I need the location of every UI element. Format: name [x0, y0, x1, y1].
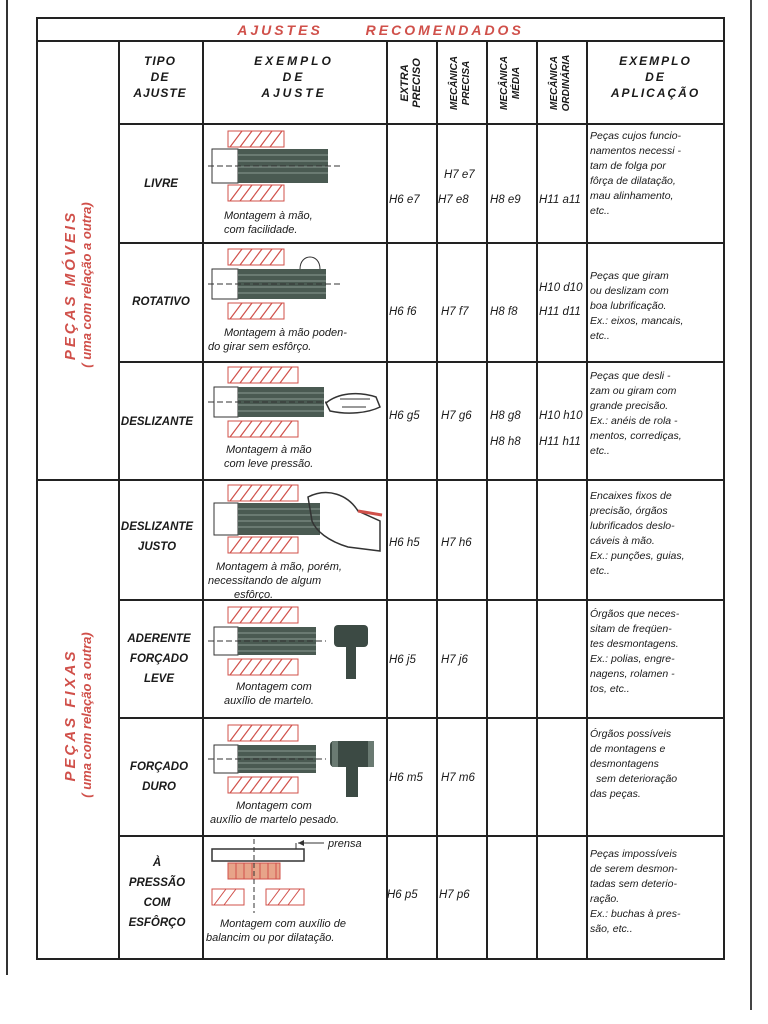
- fit-deslizante-ordinaria-1: H10 h10: [539, 410, 583, 422]
- label-prensa: prensa: [328, 838, 362, 850]
- tipo-deslizante-justo: DESLIZANTE JUSTO: [120, 521, 194, 553]
- fit-livre-precisa-2: H7 e8: [438, 194, 469, 206]
- header-mecanica-precisa: MECÂNICA PRECISA: [449, 56, 472, 110]
- aplicacao-livre: Peças cujos funcio- namentos necessi - tam de folga por fôrça de dilatação, mau alinhamento, etc..: [590, 130, 682, 217]
- fit-deslizante-justo-precisa: H7 h6: [441, 537, 472, 549]
- caption-rotativo: Montagem à mão poden- do girar sem esfôrço.: [208, 327, 347, 353]
- fit-a-pressao-extra: H6 p5: [387, 889, 418, 901]
- fit-a-pressao-precisa: H7 p6: [439, 889, 470, 901]
- illustration-rotativo: [208, 245, 378, 325]
- header-tipo: TIPO DE AJUSTE: [133, 54, 187, 100]
- col-line-exemplo: [386, 42, 388, 960]
- col-line-precisa: [486, 42, 488, 960]
- caption-livre: Montagem à mão, com facilidade.: [224, 210, 313, 236]
- fit-aderente-extra: H6 j5: [389, 654, 416, 666]
- col-line-extra: [436, 42, 438, 960]
- illustration-aderente: [208, 603, 386, 679]
- fit-forcado-duro-precisa: H7 m6: [441, 772, 475, 784]
- fit-rotativo-ordinaria-1: H10 d10: [539, 282, 583, 294]
- caption-aderente: Montagem com auxílio de martelo.: [224, 681, 314, 707]
- illustration-livre: [208, 127, 378, 207]
- fit-table: [36, 17, 725, 960]
- fit-deslizante-justo-extra: H6 h5: [389, 537, 420, 549]
- header-mecanica-ordinaria: MECÂNICA ORDINÁRIA: [549, 54, 572, 112]
- illustration-forcado-duro: [208, 721, 386, 797]
- header-aplicacao: EXEMPLO DE APLICAÇÃO: [610, 54, 701, 100]
- header-mecanica-media: MECÂNICA MÉDIA: [499, 56, 522, 110]
- caption-forcado-duro: Montagem com auxílio de martelo pesado.: [210, 800, 340, 826]
- tipo-livre: LIVRE: [144, 178, 178, 190]
- aplicacao-rotativo: Peças que giram ou deslizam com boa lubrificação. Ex.: eixos, mancais, etc..: [590, 270, 684, 342]
- fit-forcado-duro-extra: H6 m5: [389, 772, 423, 784]
- scan-edge-right: [750, 0, 752, 1010]
- fit-deslizante-ordinaria-2: H11 h11: [539, 436, 581, 448]
- aplicacao-deslizante-justo: Encaixes fixos de precisão, órgãos lubrificados deslo- cáveis à mão. Ex.: punções, guias, etc..: [590, 490, 685, 577]
- fit-aderente-precisa: H7 j6: [441, 654, 468, 666]
- prensa-arrow: [296, 838, 326, 848]
- fit-rotativo-media: H8 f8: [490, 306, 518, 318]
- caption-a-pressao: Montagem com auxílio de balancim ou por dilatação.: [206, 918, 346, 944]
- tipo-rotativo: ROTATIVO: [132, 296, 190, 308]
- table-title: [38, 19, 723, 42]
- fit-rotativo-extra: H6 f6: [389, 306, 417, 318]
- fit-livre-extra: H6 e7: [389, 194, 420, 206]
- col-line-ordinaria: [586, 42, 588, 960]
- fit-livre-precisa-1: H7 e7: [444, 169, 475, 181]
- fit-deslizante-media-1: H8 g8: [490, 410, 521, 422]
- fit-rotativo-precisa: H7 f7: [441, 306, 469, 318]
- group-pecas-fixas: PEÇAS FIXAS ( uma com relação a outra): [62, 632, 94, 798]
- title-word-2: RECOMENDADOS: [365, 22, 524, 38]
- tipo-deslizante: DESLIZANTE: [120, 416, 194, 428]
- col-line-groups: [118, 42, 120, 960]
- caption-deslizante: Montagem à mão com leve pressão.: [224, 444, 314, 470]
- row-line-1: [118, 242, 723, 244]
- tipo-forcado-duro: FORÇADO DURO: [129, 761, 189, 793]
- header-exemplo: EXEMPLO DE AJUSTE: [254, 54, 334, 100]
- caption-deslizante-justo: Montagem à mão, porém, necessitando de algum esfôrço.: [208, 561, 342, 601]
- illustration-deslizante-justo: [208, 481, 386, 557]
- tipo-a-pressao: À PRESSÃO COM ESFÔRÇO: [128, 857, 186, 929]
- col-line-tipo: [202, 42, 204, 960]
- aplicacao-aderente: Órgãos que neces- sitam de freqüen- tes desmontagens. Ex.: polias, engre- nagens, rolamen - tos, etc..: [590, 608, 680, 695]
- fit-livre-media: H8 e9: [490, 194, 521, 206]
- fit-deslizante-extra: H6 g5: [389, 410, 420, 422]
- title-word-1: AJUSTES: [237, 22, 323, 38]
- fit-livre-ordinaria: H11 a11: [539, 194, 581, 206]
- fit-deslizante-precisa: H7 g6: [441, 410, 472, 422]
- col-line-media: [536, 42, 538, 960]
- scan-edge-left: [6, 0, 8, 975]
- illustration-deslizante: [208, 363, 386, 443]
- fit-deslizante-media-2: H8 h8: [490, 436, 521, 448]
- aplicacao-forcado-duro: Órgãos possíveis de montagens e desmontagens sem deterioração das peças.: [590, 728, 678, 800]
- row-line-5: [118, 717, 723, 719]
- tipo-aderente-forcado-leve: ADERENTE FORÇADO LEVE: [127, 633, 191, 685]
- aplicacao-a-pressao: Peças impossíveis de serem desmon- tadas sem deterio- ração. Ex.: buchas à pres- são, etc..: [590, 848, 681, 935]
- header-extra-preciso: EXTRA PRECISO: [399, 58, 423, 108]
- group-pecas-moveis: PEÇAS MÓVEIS ( uma com relação a outra): [62, 202, 94, 368]
- fit-rotativo-ordinaria-2: H11 d11: [539, 306, 581, 318]
- illustration-a-pressao: [206, 837, 326, 915]
- aplicacao-deslizante: Peças que desli - zam ou giram com grande precisão. Ex.: anéis de rola - mentos, corrediças, etc..: [590, 370, 682, 457]
- row-line-header: [118, 123, 723, 125]
